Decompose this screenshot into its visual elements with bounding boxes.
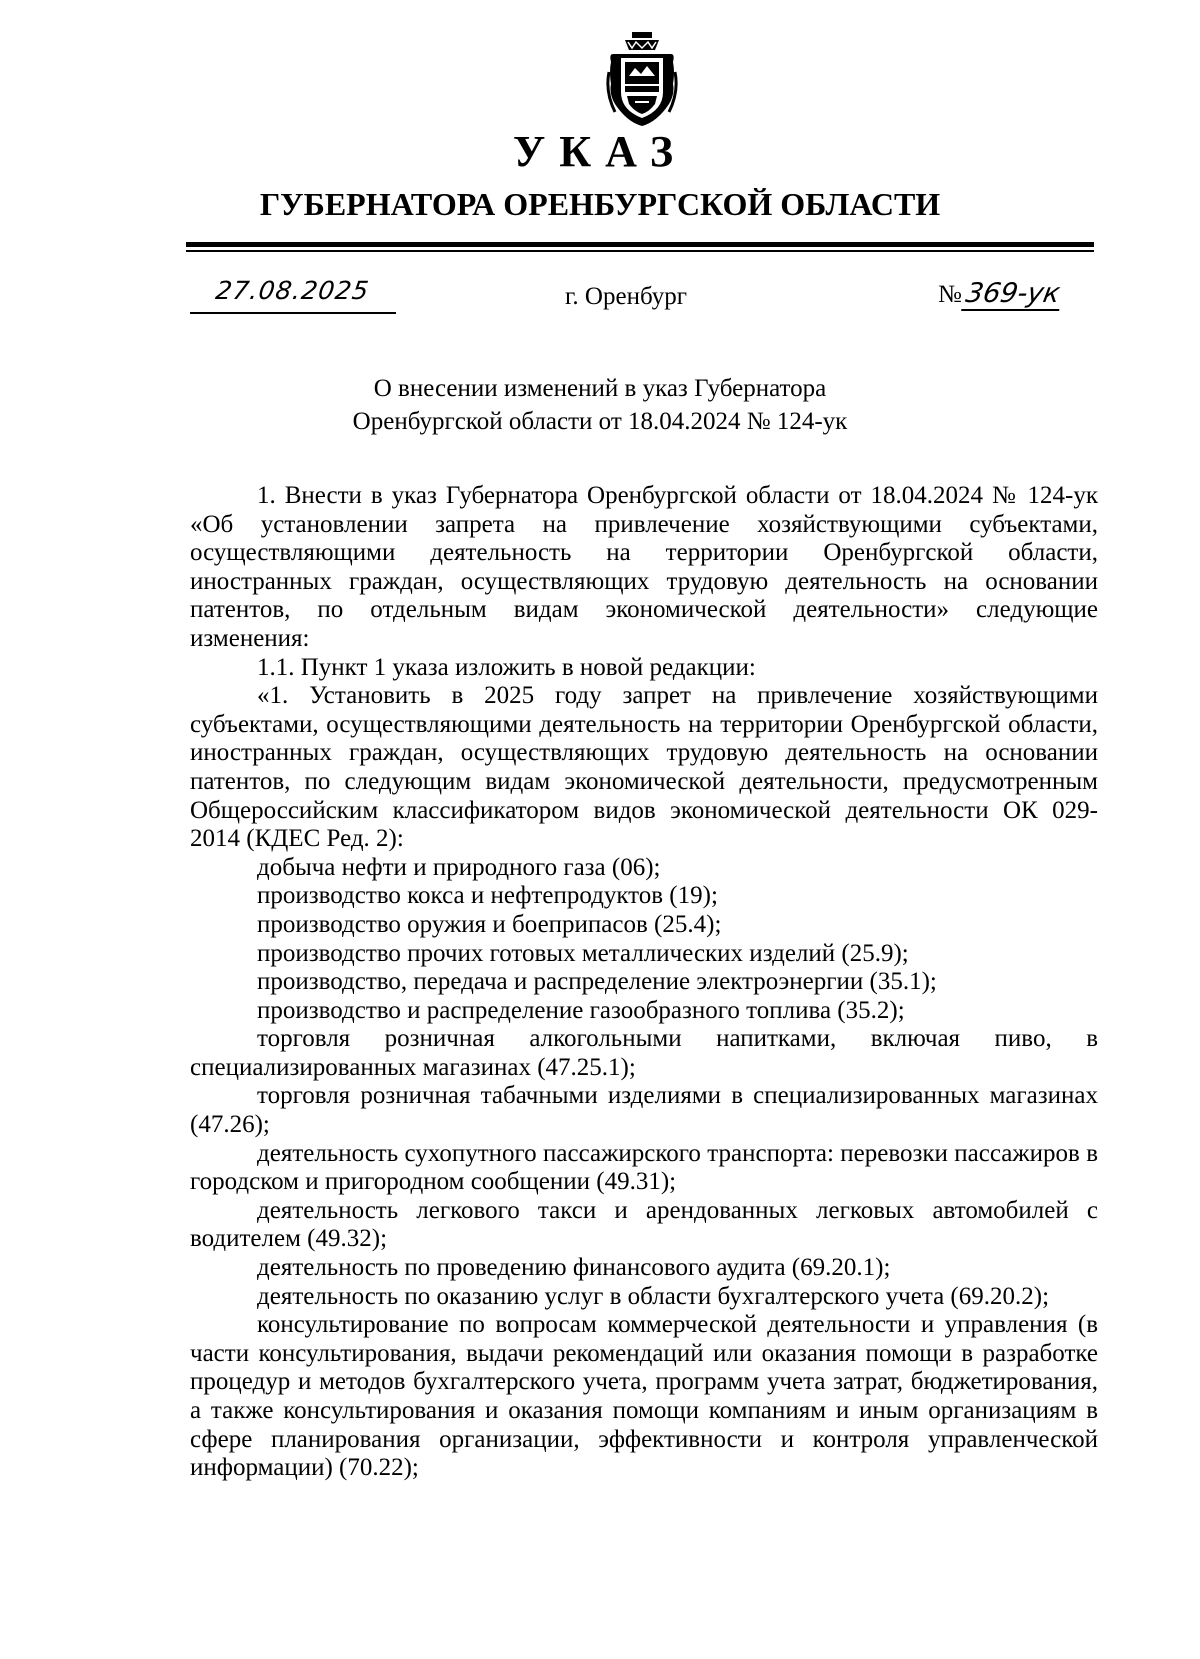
list-item: торговля розничная алкогольными напитками, включая пиво, в специализированных магазинах (47.25.1);: [190, 1025, 1098, 1081]
list-item: торговля розничная табачными изделиями в специализированных магазинах (47.26);: [190, 1082, 1098, 1139]
list-item: консультирование по вопросам коммерческой деятельности и управления (в части консультирования, выдачи рекомендаций или оказания помощи в разработке процедур и методов бухгалтерского учета, программ учета затрат, бюджетирования, а также консультирования и оказания помощи компаниям и иным организациям в сфере планирования организации, эффективности и контроля управленческой информации) (70.22);: [190, 1311, 1098, 1482]
handwritten-date: 27.08.2025: [213, 276, 372, 305]
list-item: производство прочих готовых металлических изделий (25.9);: [257, 939, 909, 967]
list-item: деятельность легкового такси и арендованных легковых автомобилей с водителем (49.32);: [190, 1196, 1098, 1253]
city-label: г. Оренбург: [565, 283, 687, 310]
paragraph: «1. Установить в 2025 году запрет на привлечение хозяйствующими субъектами, осуществляющими деятельность на территории Оренбургской области, иностранных граждан, осуществляющих трудовую деятельность на основании патентов, по следующим видам экономической деятельности, предусмотренным Общероссийским классификатором видов экономической деятельности ОК 029-2014 (КДЕС Ред. 2):: [190, 682, 1098, 853]
list-item: деятельность по оказанию услуг в области бухгалтерского учета (69.20.2);: [257, 1282, 1050, 1310]
header-rule-thin: [186, 250, 1094, 252]
list-item: производство, передача и распределение электроэнергии (35.1);: [257, 968, 937, 996]
list-item: производство оружия и боеприпасов (25.4);: [257, 910, 722, 938]
list-item: добыча нефти и природного газа (06);: [257, 853, 661, 881]
list-item: деятельность сухопутного пассажирского транспорта: перевозки пассажиров в городском и пригородном сообщении (49.31);: [190, 1139, 1098, 1196]
paragraph: 1. Внести в указ Губернатора Оренбургской области от 18.04.2024 № 124-ук «Об установлении запрета на привлечение хозяйствующими субъектами, осуществляющими деятельность на территории Оренбургской области, иностранных граждан, осуществляющих трудовую деятельность на основании патентов, по отдельным видам экономической деятельности» следующие изменения:: [190, 482, 1098, 652]
date-field: [190, 276, 396, 314]
document-body: [190, 482, 1098, 1483]
coat-of-arms-icon: [605, 32, 679, 128]
document-subtitle: ГУБЕРНАТОРА ОРЕНБУРГСКОЙ ОБЛАСТИ: [259, 186, 941, 222]
document-title: УКАЗ: [512, 127, 688, 176]
header-rule-thick: [186, 242, 1094, 247]
document-caption: [0, 372, 1200, 438]
list-item: производство кокса и нефтепродуктов (19);: [257, 882, 718, 910]
number-sign: №: [938, 281, 962, 308]
handwritten-number: 369-ук: [961, 278, 1064, 311]
caption-line: Оренбургской области от 18.04.2024 № 124-ук: [352, 408, 848, 435]
paragraph: 1.1. Пункт 1 указа изложить в новой редакции:: [257, 653, 756, 681]
document-number: [938, 278, 1061, 312]
caption-line: О внесении изменений в указ Губернатора: [373, 375, 827, 402]
list-item: деятельность по проведению финансового аудита (69.20.1);: [257, 1254, 891, 1282]
list-item: производство и распределение газообразного топлива (35.2);: [257, 996, 905, 1024]
